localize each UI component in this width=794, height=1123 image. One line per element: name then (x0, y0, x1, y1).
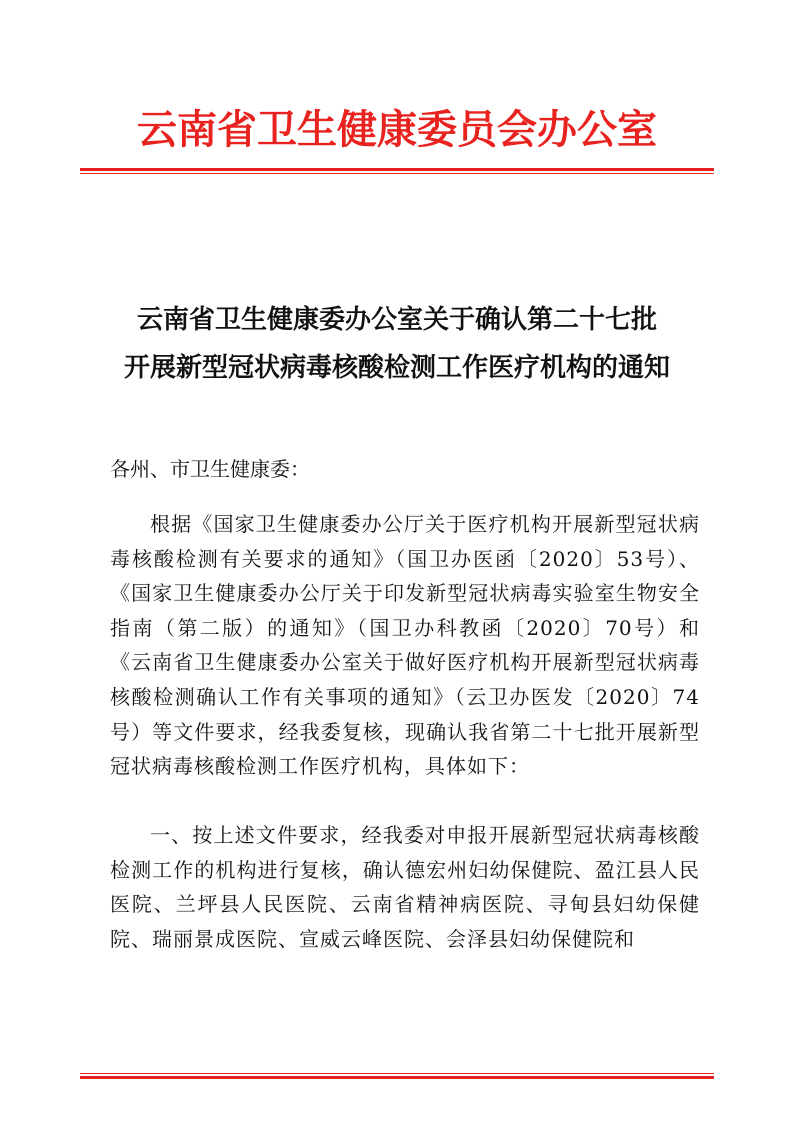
footer-rule-thick (80, 1076, 714, 1079)
salutation: 各州、市卫生健康委： (110, 457, 310, 481)
document-title-line2: 开展新型冠状病毒核酸检测工作医疗机构的通知 (123, 353, 670, 383)
document-title-line1: 云南省卫生健康委办公室关于确认第二十七批 (136, 305, 657, 335)
footer-rule-thin (80, 1073, 714, 1074)
masthead-rule-thin (80, 173, 714, 174)
paragraph-basis: 根据《国家卫生健康委办公厅关于医疗机构开展新型冠状病毒核酸检测有关要求的通知》（国卫办医函〔2020〕53号）、《国家卫生健康委办公厅关于印发新型冠状病毒实验室生物安全指南（第二版）的通知》（国卫办科教函〔2020〕70号）和《云南省卫生健康委办公室关于做好医疗机构开展新型冠状病毒核酸检测确认工作有关事项的通知》（云卫办医发〔2020〕74号）等文件要求，经我委复核，现确认我省第二十七批开展新型冠状病毒核酸检测工作医疗机构，具体如下： (110, 512, 700, 779)
masthead-rule-thick (80, 168, 714, 171)
paragraph-item-one: 一、按上述文件要求，经我委对申报开展新型冠状病毒核酸检测工作的机构进行复核，确认德宏州妇幼保健院、盈江县人民医院、兰坪县人民医院、云南省精神病医院、寻甸县妇幼保健院、瑞丽景成医院、宣威云峰医院、会泽县妇幼保健院和 (110, 823, 700, 951)
masthead-org-name: 云南省卫生健康委员会办公室 (137, 107, 657, 153)
